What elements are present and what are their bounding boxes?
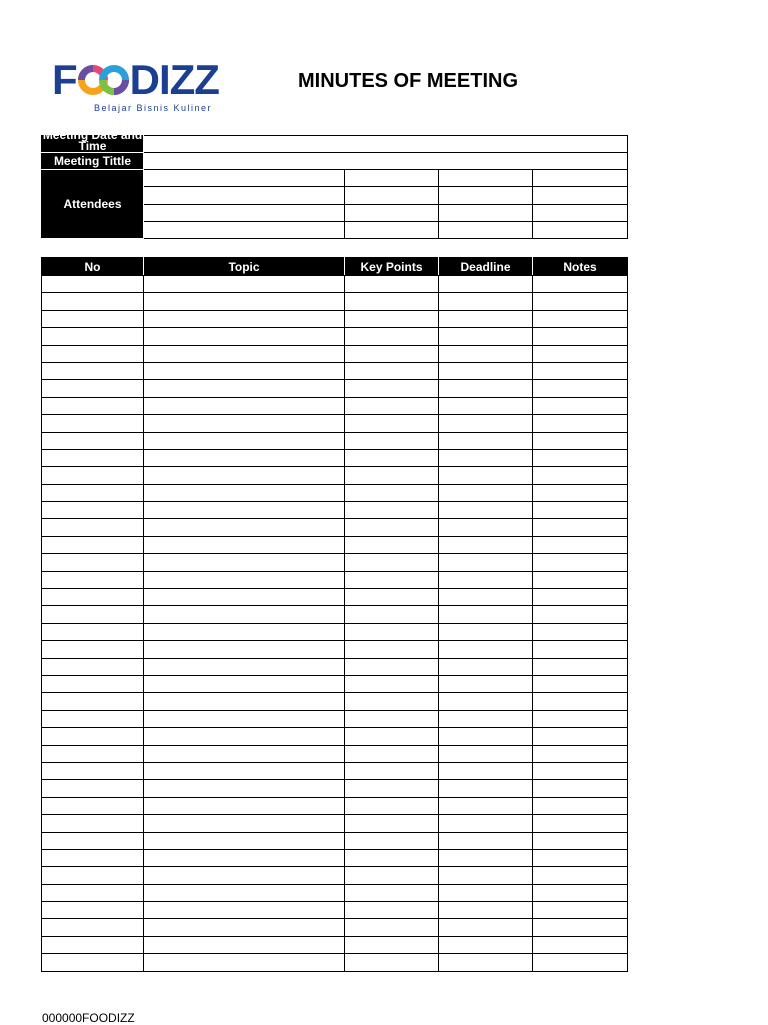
key-points-cell[interactable]	[345, 902, 439, 919]
notes-cell[interactable]	[533, 589, 628, 606]
key-points-cell[interactable]	[345, 502, 439, 519]
table-row	[42, 658, 628, 675]
table-row	[42, 328, 628, 345]
deadline-cell[interactable]	[439, 849, 533, 866]
key-points-cell[interactable]	[345, 467, 439, 484]
no-cell[interactable]	[42, 936, 144, 953]
attendees-label: Attendees	[42, 170, 144, 239]
notes-cell[interactable]	[533, 884, 628, 901]
key-points-cell[interactable]	[345, 693, 439, 710]
key-points-cell[interactable]	[345, 954, 439, 971]
deadline-cell[interactable]	[439, 919, 533, 936]
key-points-cell[interactable]	[345, 745, 439, 762]
notes-cell[interactable]	[533, 762, 628, 779]
no-cell[interactable]	[42, 658, 144, 675]
topic-cell[interactable]	[144, 867, 345, 884]
notes-cell[interactable]	[533, 745, 628, 762]
table-row	[42, 310, 628, 327]
topic-cell[interactable]	[144, 728, 345, 745]
notes-cell[interactable]	[533, 276, 628, 293]
table-row	[42, 432, 628, 449]
deadline-cell[interactable]	[439, 745, 533, 762]
no-cell[interactable]	[42, 728, 144, 745]
notes-cell[interactable]	[533, 623, 628, 640]
key-points-cell[interactable]	[345, 762, 439, 779]
notes-cell[interactable]	[533, 310, 628, 327]
table-row	[42, 623, 628, 640]
key-points-cell[interactable]	[345, 675, 439, 692]
table-row	[42, 536, 628, 553]
logo-rings-icon	[78, 60, 130, 92]
table-row	[42, 571, 628, 588]
topic-cell[interactable]	[144, 293, 345, 310]
no-cell[interactable]	[42, 693, 144, 710]
table-row	[42, 936, 628, 953]
deadline-cell[interactable]	[439, 519, 533, 536]
notes-cell[interactable]	[533, 902, 628, 919]
no-cell[interactable]	[42, 345, 144, 362]
deadline-cell[interactable]	[439, 954, 533, 971]
key-points-cell[interactable]	[345, 815, 439, 832]
deadline-cell[interactable]	[439, 710, 533, 727]
notes-cell[interactable]	[533, 519, 628, 536]
key-points-cell[interactable]	[345, 293, 439, 310]
table-row	[42, 397, 628, 414]
topic-cell[interactable]	[144, 380, 345, 397]
deadline-cell[interactable]	[439, 693, 533, 710]
table-row	[42, 815, 628, 832]
no-cell[interactable]	[42, 397, 144, 414]
deadline-cell[interactable]	[439, 397, 533, 414]
attendee-cell[interactable]	[345, 204, 439, 221]
topic-cell[interactable]	[144, 606, 345, 623]
no-cell[interactable]	[42, 328, 144, 345]
notes-cell[interactable]	[533, 484, 628, 501]
topic-cell[interactable]	[144, 536, 345, 553]
no-cell[interactable]	[42, 675, 144, 692]
meeting-info-table	[41, 128, 628, 239]
deadline-cell[interactable]	[439, 780, 533, 797]
no-cell[interactable]	[42, 554, 144, 571]
table-row	[42, 641, 628, 658]
no-cell[interactable]	[42, 519, 144, 536]
key-points-cell[interactable]	[345, 867, 439, 884]
notes-cell[interactable]	[533, 919, 628, 936]
attendee-cell[interactable]	[144, 187, 345, 204]
meeting-date-time-field[interactable]	[144, 136, 628, 153]
no-cell[interactable]	[42, 571, 144, 588]
key-points-cell[interactable]	[345, 710, 439, 727]
deadline-cell[interactable]	[439, 502, 533, 519]
meeting-title-label: Meeting Tittle	[42, 153, 144, 170]
table-row	[42, 728, 628, 745]
deadline-cell[interactable]	[439, 415, 533, 432]
table-row	[42, 293, 628, 310]
document-title: MINUTES OF MEETING	[298, 70, 518, 92]
attendee-cell[interactable]	[345, 170, 439, 187]
topic-cell[interactable]	[144, 815, 345, 832]
key-points-cell[interactable]	[345, 362, 439, 379]
topic-cell[interactable]	[144, 397, 345, 414]
key-points-cell[interactable]	[345, 415, 439, 432]
deadline-cell[interactable]	[439, 449, 533, 466]
deadline-cell[interactable]	[439, 623, 533, 640]
key-points-cell[interactable]	[345, 380, 439, 397]
no-cell[interactable]	[42, 467, 144, 484]
no-cell[interactable]	[42, 832, 144, 849]
notes-cell[interactable]	[533, 832, 628, 849]
table-row	[42, 710, 628, 727]
no-cell[interactable]	[42, 884, 144, 901]
no-cell[interactable]	[42, 415, 144, 432]
topic-cell[interactable]	[144, 658, 345, 675]
column-header-no: No	[42, 258, 144, 276]
key-points-cell[interactable]	[345, 397, 439, 414]
table-row	[42, 415, 628, 432]
no-cell[interactable]	[42, 623, 144, 640]
deadline-cell[interactable]	[439, 832, 533, 849]
topic-cell[interactable]	[144, 467, 345, 484]
topic-cell[interactable]	[144, 571, 345, 588]
topic-cell[interactable]	[144, 641, 345, 658]
column-header-notes: Notes	[533, 258, 628, 276]
no-cell[interactable]	[42, 449, 144, 466]
table-row	[42, 502, 628, 519]
notes-cell[interactable]	[533, 328, 628, 345]
topic-cell[interactable]	[144, 362, 345, 379]
no-cell[interactable]	[42, 606, 144, 623]
deadline-cell[interactable]	[439, 467, 533, 484]
deadline-cell[interactable]	[439, 345, 533, 362]
notes-cell[interactable]	[533, 849, 628, 866]
no-cell[interactable]	[42, 815, 144, 832]
table-row	[42, 797, 628, 814]
minutes-table	[41, 257, 628, 972]
table-row	[42, 675, 628, 692]
topic-cell[interactable]	[144, 884, 345, 901]
notes-cell[interactable]	[533, 954, 628, 971]
attendee-cell[interactable]	[439, 187, 533, 204]
attendee-cell[interactable]	[533, 187, 628, 204]
deadline-cell[interactable]	[439, 484, 533, 501]
topic-cell[interactable]	[144, 954, 345, 971]
key-points-cell[interactable]	[345, 449, 439, 466]
table-row	[42, 589, 628, 606]
no-cell[interactable]	[42, 849, 144, 866]
key-points-cell[interactable]	[345, 571, 439, 588]
topic-cell[interactable]	[144, 780, 345, 797]
no-cell[interactable]	[42, 589, 144, 606]
key-points-cell[interactable]	[345, 519, 439, 536]
deadline-cell[interactable]	[439, 571, 533, 588]
topic-cell[interactable]	[144, 328, 345, 345]
no-cell[interactable]	[42, 641, 144, 658]
key-points-cell[interactable]	[345, 641, 439, 658]
topic-cell[interactable]	[144, 449, 345, 466]
deadline-cell[interactable]	[439, 432, 533, 449]
no-cell[interactable]	[42, 293, 144, 310]
no-cell[interactable]	[42, 536, 144, 553]
deadline-cell[interactable]	[439, 815, 533, 832]
key-points-cell[interactable]	[345, 884, 439, 901]
no-cell[interactable]	[42, 310, 144, 327]
topic-cell[interactable]	[144, 345, 345, 362]
table-row	[42, 902, 628, 919]
topic-cell[interactable]	[144, 902, 345, 919]
deadline-cell[interactable]	[439, 797, 533, 814]
table-row	[42, 484, 628, 501]
table-row	[42, 693, 628, 710]
attendee-cell[interactable]	[345, 187, 439, 204]
notes-cell[interactable]	[533, 675, 628, 692]
key-points-cell[interactable]	[345, 658, 439, 675]
notes-cell[interactable]	[533, 797, 628, 814]
table-row	[42, 884, 628, 901]
deadline-cell[interactable]	[439, 554, 533, 571]
deadline-cell[interactable]	[439, 380, 533, 397]
meeting-date-time-label: Meeting Date and Time	[42, 128, 143, 153]
key-points-cell[interactable]	[345, 936, 439, 953]
no-cell[interactable]	[42, 954, 144, 971]
attendee-cell[interactable]	[144, 204, 345, 221]
notes-cell[interactable]	[533, 606, 628, 623]
deadline-cell[interactable]	[439, 328, 533, 345]
notes-cell[interactable]	[533, 432, 628, 449]
attendee-cell[interactable]	[144, 221, 345, 238]
key-points-cell[interactable]	[345, 589, 439, 606]
notes-cell[interactable]	[533, 936, 628, 953]
column-header-deadline: Deadline	[439, 258, 533, 276]
deadline-cell[interactable]	[439, 589, 533, 606]
key-points-cell[interactable]	[345, 797, 439, 814]
key-points-cell[interactable]	[345, 536, 439, 553]
attendee-cell[interactable]	[345, 221, 439, 238]
key-points-cell[interactable]	[345, 328, 439, 345]
column-header-key-points: Key Points	[345, 258, 439, 276]
deadline-cell[interactable]	[439, 310, 533, 327]
notes-cell[interactable]	[533, 867, 628, 884]
notes-cell[interactable]	[533, 345, 628, 362]
key-points-cell[interactable]	[345, 623, 439, 640]
no-cell[interactable]	[42, 919, 144, 936]
notes-cell[interactable]	[533, 780, 628, 797]
table-row	[42, 745, 628, 762]
key-points-cell[interactable]	[345, 276, 439, 293]
notes-cell[interactable]	[533, 362, 628, 379]
notes-cell[interactable]	[533, 536, 628, 553]
table-row	[42, 919, 628, 936]
deadline-cell[interactable]	[439, 867, 533, 884]
key-points-cell[interactable]	[345, 554, 439, 571]
no-cell[interactable]	[42, 902, 144, 919]
deadline-cell[interactable]	[439, 675, 533, 692]
table-row	[42, 832, 628, 849]
table-row	[42, 380, 628, 397]
deadline-cell[interactable]	[439, 884, 533, 901]
topic-cell[interactable]	[144, 710, 345, 727]
notes-cell[interactable]	[533, 397, 628, 414]
deadline-cell[interactable]	[439, 902, 533, 919]
deadline-cell[interactable]	[439, 936, 533, 953]
logo-wordmark: F DIZZ	[52, 56, 219, 103]
notes-cell[interactable]	[533, 502, 628, 519]
topic-cell[interactable]	[144, 484, 345, 501]
notes-cell[interactable]	[533, 710, 628, 727]
attendee-cell[interactable]	[439, 204, 533, 221]
no-cell[interactable]	[42, 745, 144, 762]
attendee-cell[interactable]	[439, 221, 533, 238]
no-cell[interactable]	[42, 762, 144, 779]
notes-cell[interactable]	[533, 571, 628, 588]
column-header-topic: Topic	[144, 258, 345, 276]
notes-cell[interactable]	[533, 415, 628, 432]
topic-cell[interactable]	[144, 762, 345, 779]
key-points-cell[interactable]	[345, 728, 439, 745]
notes-cell[interactable]	[533, 380, 628, 397]
topic-cell[interactable]	[144, 936, 345, 953]
key-points-cell[interactable]	[345, 310, 439, 327]
no-cell[interactable]	[42, 362, 144, 379]
key-points-cell[interactable]	[345, 345, 439, 362]
no-cell[interactable]	[42, 432, 144, 449]
topic-cell[interactable]	[144, 554, 345, 571]
notes-cell[interactable]	[533, 554, 628, 571]
topic-cell[interactable]	[144, 502, 345, 519]
notes-cell[interactable]	[533, 815, 628, 832]
notes-cell[interactable]	[533, 641, 628, 658]
footer-code: 000000FOODIZZ	[42, 1011, 135, 1025]
logo-tagline: Belajar Bisnis Kuliner	[94, 103, 213, 113]
deadline-cell[interactable]	[439, 293, 533, 310]
topic-cell[interactable]	[144, 519, 345, 536]
deadline-cell[interactable]	[439, 658, 533, 675]
attendee-cell[interactable]	[439, 170, 533, 187]
table-row	[42, 849, 628, 866]
no-cell[interactable]	[42, 710, 144, 727]
attendee-cell[interactable]	[533, 170, 628, 187]
no-cell[interactable]	[42, 502, 144, 519]
topic-cell[interactable]	[144, 919, 345, 936]
topic-cell[interactable]	[144, 276, 345, 293]
key-points-cell[interactable]	[345, 780, 439, 797]
deadline-cell[interactable]	[439, 536, 533, 553]
foodizz-logo	[52, 58, 242, 118]
table-row	[42, 867, 628, 884]
notes-cell[interactable]	[533, 293, 628, 310]
table-row	[42, 954, 628, 971]
table-row	[42, 449, 628, 466]
topic-cell[interactable]	[144, 693, 345, 710]
topic-cell[interactable]	[144, 849, 345, 866]
deadline-cell[interactable]	[439, 641, 533, 658]
deadline-cell[interactable]	[439, 276, 533, 293]
table-row	[42, 780, 628, 797]
deadline-cell[interactable]	[439, 362, 533, 379]
table-row	[42, 276, 628, 293]
topic-cell[interactable]	[144, 745, 345, 762]
table-row	[42, 345, 628, 362]
table-row	[42, 606, 628, 623]
table-row	[42, 519, 628, 536]
notes-cell[interactable]	[533, 658, 628, 675]
no-cell[interactable]	[42, 797, 144, 814]
table-row	[42, 362, 628, 379]
deadline-cell[interactable]	[439, 728, 533, 745]
key-points-cell[interactable]	[345, 919, 439, 936]
table-row	[42, 554, 628, 571]
attendee-cell[interactable]	[533, 221, 628, 238]
deadline-cell[interactable]	[439, 762, 533, 779]
no-cell[interactable]	[42, 276, 144, 293]
deadline-cell[interactable]	[439, 606, 533, 623]
key-points-cell[interactable]	[345, 606, 439, 623]
topic-cell[interactable]	[144, 310, 345, 327]
topic-cell[interactable]	[144, 623, 345, 640]
topic-cell[interactable]	[144, 589, 345, 606]
no-cell[interactable]	[42, 780, 144, 797]
key-points-cell[interactable]	[345, 849, 439, 866]
attendee-cell[interactable]	[144, 170, 345, 187]
key-points-cell[interactable]	[345, 432, 439, 449]
notes-cell[interactable]	[533, 693, 628, 710]
key-points-cell[interactable]	[345, 484, 439, 501]
table-row	[42, 762, 628, 779]
meeting-title-field[interactable]	[144, 153, 628, 170]
no-cell[interactable]	[42, 380, 144, 397]
topic-cell[interactable]	[144, 832, 345, 849]
notes-cell[interactable]	[533, 449, 628, 466]
notes-cell[interactable]	[533, 467, 628, 484]
table-row	[42, 467, 628, 484]
attendee-cell[interactable]	[533, 204, 628, 221]
no-cell[interactable]	[42, 484, 144, 501]
notes-cell[interactable]	[533, 728, 628, 745]
topic-cell[interactable]	[144, 675, 345, 692]
topic-cell[interactable]	[144, 432, 345, 449]
key-points-cell[interactable]	[345, 832, 439, 849]
no-cell[interactable]	[42, 867, 144, 884]
topic-cell[interactable]	[144, 797, 345, 814]
topic-cell[interactable]	[144, 415, 345, 432]
